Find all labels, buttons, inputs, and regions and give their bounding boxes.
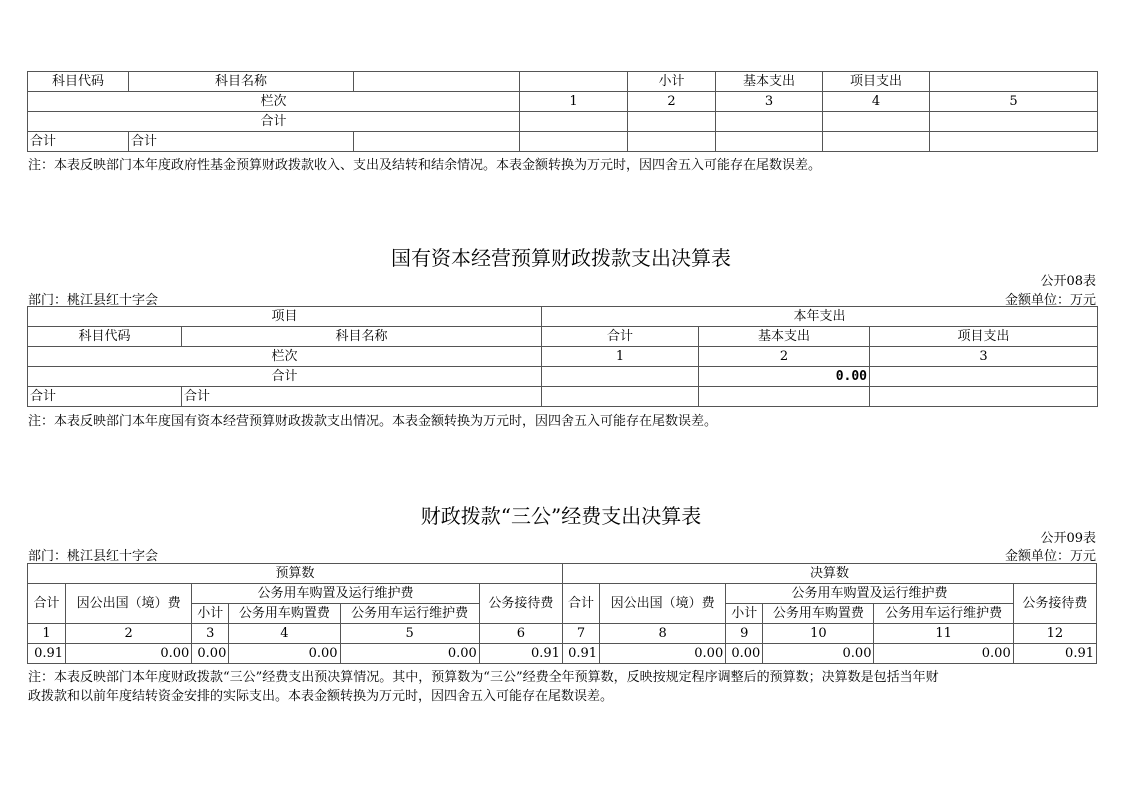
table09-note-line2: 政拨款和以前年度结转资金安排的实际支出。本表金额转换为万元时，因四舍五入可能存在尾数误差。 <box>28 689 614 704</box>
budget-purchase-header: 公务用车购置费 <box>229 604 340 624</box>
table09-col-number-row <box>28 624 1097 644</box>
table09-note-line1: 注：本表反映部门本年度财政拨款“三公”经费支出预决算情况。其中，预算数为“三公”经费全年预算数，反映按规定程序调整后的预算数；决算数是包括当年财 <box>28 670 939 685</box>
fund-table-total-row <box>28 112 1098 132</box>
value-cell: 0.00 <box>229 644 340 664</box>
budget-abroad-header: 因公出国（境）费 <box>66 584 192 624</box>
value-cell: 0.91 <box>28 644 66 664</box>
sum-name: 合计 <box>182 387 542 407</box>
value-cell: 0.00 <box>340 644 479 664</box>
value-cell: 0.00 <box>192 644 229 664</box>
header-cell <box>520 72 628 92</box>
col-number: 8 <box>600 624 726 644</box>
lanci-label: 栏次 <box>28 347 542 367</box>
fund-table-header-row <box>28 72 1098 92</box>
lanci-cell: 3 <box>870 347 1098 367</box>
table08-title: 国有资本经营预算财政拨款支出决算表 <box>391 246 731 270</box>
header-cell <box>930 72 1098 92</box>
col-number: 10 <box>763 624 874 644</box>
budget-subtotal-header: 小计 <box>192 604 229 624</box>
header-name: 科目名称 <box>182 327 542 347</box>
table09-values-row <box>28 644 1097 664</box>
value-cell: 0.91 <box>562 644 599 664</box>
table08-department: 部门：桃江县红十字会 <box>28 293 159 308</box>
table08-sum-row <box>28 387 1098 407</box>
fund-table-note: 注：本表反映部门本年度政府性基金预算财政拨款收入、支出及结转和结余情况。本表金额转换为万元时，因四舍五入可能存在尾数误差。 <box>28 158 822 173</box>
fund-table <box>27 71 1098 152</box>
table08-header-row1 <box>28 307 1098 327</box>
final-label: 决算数 <box>562 564 1096 584</box>
lanci-cell: 3 <box>716 92 823 112</box>
header-project: 项目 <box>28 307 542 327</box>
header-cell: 项目支出 <box>823 72 930 92</box>
col-number: 3 <box>192 624 229 644</box>
table09-title: 财政拨款“三公”经费支出决算表 <box>420 504 702 528</box>
total-label: 合计 <box>28 367 542 387</box>
value-cell: 0.00 <box>600 644 726 664</box>
table08-total-row <box>28 367 1098 387</box>
col-number: 9 <box>726 624 763 644</box>
value-cell: 0.00 <box>874 644 1013 664</box>
fund-table-sum-row <box>28 132 1098 152</box>
col-number: 7 <box>562 624 599 644</box>
header-cell <box>354 72 520 92</box>
table08-note: 注：本表反映部门本年度国有资本经营预算财政拨款支出情况。本表金额转换为万元时，因四舍五入可能存在尾数误差。 <box>28 414 718 429</box>
budget-label: 预算数 <box>28 564 563 584</box>
sum-code: 合计 <box>28 132 129 152</box>
final-purchase-header: 公务用车购置费 <box>763 604 874 624</box>
lanci-cell: 1 <box>520 92 628 112</box>
table09-department: 部门：桃江县红十字会 <box>28 549 159 564</box>
value-cell: 0.00 <box>763 644 874 664</box>
fund-table-lanci-row <box>28 92 1098 112</box>
budget-operation-header: 公务用车运行维护费 <box>340 604 479 624</box>
header-cell: 科目代码 <box>28 72 129 92</box>
header-cell: 小计 <box>628 72 716 92</box>
col-number: 12 <box>1013 624 1096 644</box>
header-proj: 项目支出 <box>870 327 1098 347</box>
lanci-cell: 4 <box>823 92 930 112</box>
budget-total-header: 合计 <box>28 584 66 624</box>
col-number: 5 <box>340 624 479 644</box>
col-number: 6 <box>479 624 562 644</box>
col-number: 1 <box>28 624 66 644</box>
total-label: 合计 <box>28 112 520 132</box>
lanci-cell: 1 <box>542 347 699 367</box>
value-cell: 0.91 <box>1013 644 1096 664</box>
lanci-cell: 5 <box>930 92 1098 112</box>
budget-vehicle-header: 公务用车购置及运行维护费 <box>192 584 479 604</box>
value-cell: 0.91 <box>479 644 562 664</box>
col-number: 11 <box>874 624 1013 644</box>
final-reception-header: 公务接待费 <box>1013 584 1096 624</box>
header-total: 合计 <box>542 327 699 347</box>
table08-unit: 金额单位：万元 <box>1004 293 1096 308</box>
table08-lanci-row <box>28 347 1098 367</box>
budget-reception-header: 公务接待费 <box>479 584 562 624</box>
table09-form-code: 公开09表 <box>1040 531 1096 546</box>
final-abroad-header: 因公出国（境）费 <box>600 584 726 624</box>
value-cell: 0.00 <box>726 644 763 664</box>
header-basic: 基本支出 <box>699 327 870 347</box>
lanci-label: 栏次 <box>28 92 520 112</box>
final-vehicle-header: 公务用车购置及运行维护费 <box>726 584 1013 604</box>
final-subtotal-header: 小计 <box>726 604 763 624</box>
header-code: 科目代码 <box>28 327 182 347</box>
lanci-cell: 2 <box>699 347 870 367</box>
table09 <box>27 563 1097 664</box>
final-total-header: 合计 <box>562 584 599 624</box>
sum-code: 合计 <box>28 387 182 407</box>
sum-name: 合计 <box>129 132 354 152</box>
table09-unit: 金额单位：万元 <box>1004 549 1096 564</box>
table09-header-row1 <box>28 564 1097 584</box>
table08-header-row2 <box>28 327 1098 347</box>
header-current-year: 本年支出 <box>542 307 1098 327</box>
lanci-cell: 2 <box>628 92 716 112</box>
col-number: 2 <box>66 624 192 644</box>
col-number: 4 <box>229 624 340 644</box>
header-cell: 科目名称 <box>129 72 354 92</box>
table09-header-row2 <box>28 584 1097 604</box>
table08-form-code: 公开08表 <box>1040 274 1096 289</box>
total-basic-value: 0.00 <box>699 367 870 387</box>
table08 <box>27 306 1098 407</box>
value-cell: 0.00 <box>66 644 192 664</box>
header-cell: 基本支出 <box>716 72 823 92</box>
final-operation-header: 公务用车运行维护费 <box>874 604 1013 624</box>
